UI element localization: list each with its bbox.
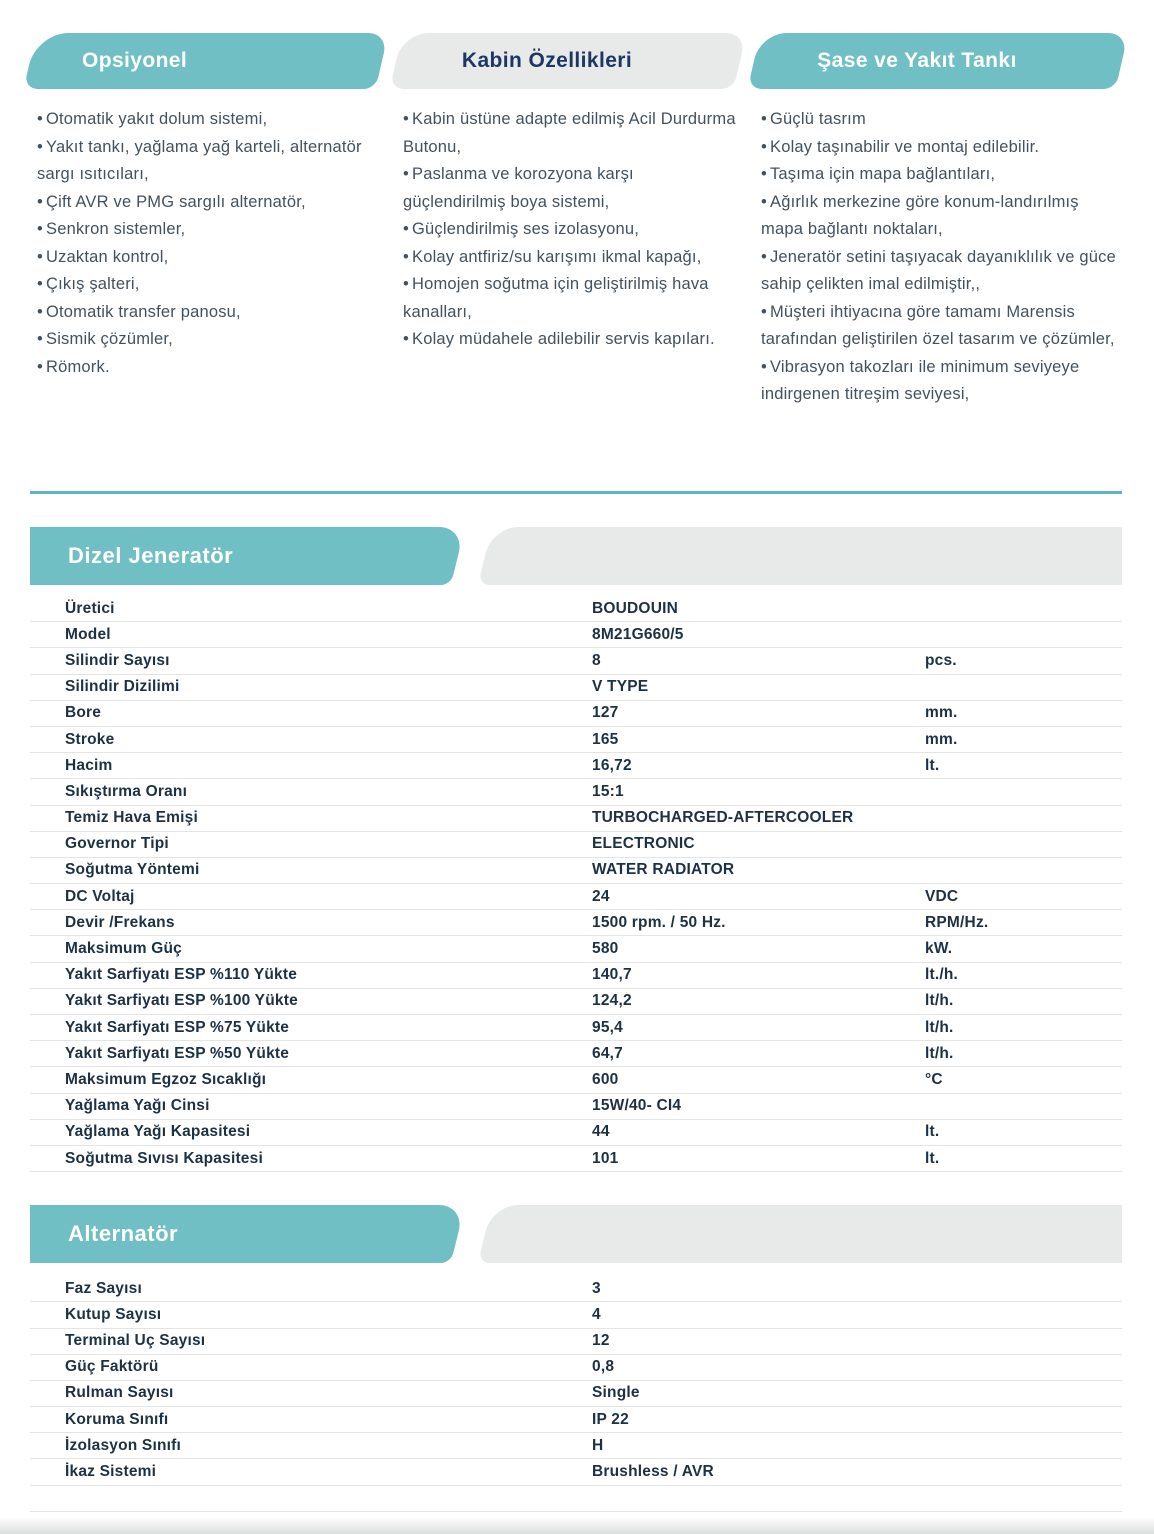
table-row: [30, 753, 1122, 779]
opsiyonel-title: Opsiyonel: [82, 49, 188, 72]
list-item: • Vibrasyon takozları ile minimum seviyeye indirgenen titreşim seviyesi,: [761, 354, 1122, 409]
spec-unit: °C: [925, 1070, 943, 1088]
sase-title: Şase ve Yakıt Tankı: [817, 49, 1017, 72]
list-item: • Müşteri ihtiyacına göre tamamı Marensis tarafından geliştirilen özel tasarım ve çözümler,: [761, 299, 1122, 354]
spec-label: Yağlama Yağı Kapasitesi: [65, 1123, 251, 1141]
spec-value: 600: [592, 1070, 619, 1088]
opsiyonel-header: [30, 33, 382, 89]
page-bottom-fade: [0, 1517, 1154, 1534]
spec-label: Sıkıştırma Oranı: [65, 782, 188, 800]
list-item: • Kabin üstüne adapte edilmiş Acil Durdurma Butonu,: [403, 106, 740, 161]
table-row: [30, 989, 1122, 1015]
list-item: • Römork.: [37, 354, 382, 382]
spec-label: Governor Tipi: [65, 835, 169, 853]
spec-label: Maksimum Egzoz Sıcaklığı: [65, 1070, 267, 1088]
spec-unit: mm.: [925, 730, 958, 748]
spec-value: 3: [592, 1279, 601, 1297]
list-item: • Otomatik yakıt dolum sistemi,: [37, 106, 382, 134]
spec-value: 8M21G660/5: [592, 625, 684, 643]
list-item: • Yakıt tankı, yağlama yağ karteli, alternatör sargı ısıtıcıları,: [37, 134, 382, 189]
spec-label: Koruma Sınıfı: [65, 1410, 169, 1428]
spec-label: DC Voltaj: [65, 887, 135, 905]
list-item: • Senkron sistemler,: [37, 216, 382, 244]
dizel-jenerator-section: [0, 527, 1154, 1172]
sase-list: [754, 106, 1122, 409]
spec-value: 140,7: [592, 966, 632, 984]
spec-label: Yakıt Sarfiyatı ESP %110 Yükte: [65, 966, 298, 984]
spec-value: 1500 rpm. / 50 Hz.: [592, 913, 726, 931]
list-item: • Kolay antfiriz/su karışımı ikmal kapağı,: [403, 244, 740, 272]
spec-value: V TYPE: [592, 678, 649, 696]
spec-label: Model: [65, 625, 111, 643]
table-row: [30, 648, 1122, 674]
table-row: [30, 1067, 1122, 1093]
spec-label: İkaz Sistemi: [65, 1463, 157, 1481]
table-row: [30, 1407, 1122, 1433]
table-row: [30, 1433, 1122, 1459]
spec-label: Terminal Uç Sayısı: [65, 1332, 206, 1350]
spec-label: Güç Faktörü: [65, 1358, 159, 1376]
list-item: • Jeneratör setini taşıyacak dayanıklılık ve güce sahip çelikten imal edilmiştir,,: [761, 244, 1122, 299]
table-row: [30, 884, 1122, 910]
spec-unit: lt/h.: [925, 1044, 954, 1062]
spec-unit: lt.: [925, 1149, 940, 1167]
spec-unit: lt.: [925, 756, 940, 774]
spec-label: Kutup Sayısı: [65, 1305, 162, 1323]
dizel-jenerator-header: [30, 527, 1122, 585]
spec-value: 95,4: [592, 1018, 623, 1036]
spec-label: Silindir Dizilimi: [65, 678, 180, 696]
table-row: [30, 596, 1122, 622]
list-item: • Sismik çözümler,: [37, 326, 382, 354]
spec-value: 4: [592, 1305, 601, 1323]
table-row: [30, 1094, 1122, 1120]
sase-header: [754, 33, 1122, 89]
spec-value: 8: [592, 651, 601, 669]
table-row: [30, 1276, 1122, 1302]
spec-value: 0,8: [592, 1358, 615, 1376]
table-row: [30, 701, 1122, 727]
spec-label: Hacim: [65, 756, 113, 774]
list-item: • Otomatik transfer panosu,: [37, 299, 382, 327]
kabin-list: [396, 106, 740, 354]
spec-value: IP 22: [592, 1410, 629, 1428]
spec-value: 580: [592, 940, 619, 958]
spec-value: WATER RADIATOR: [592, 861, 735, 879]
table-row: [30, 1381, 1122, 1407]
spec-unit: lt/h.: [925, 1018, 954, 1036]
spec-value: 165: [592, 730, 619, 748]
spec-label: Soğutma Sıvısı Kapasitesi: [65, 1149, 263, 1167]
list-item: • Çift AVR ve PMG sargılı alternatör,: [37, 189, 382, 217]
spec-value: 101: [592, 1149, 619, 1167]
table-row: [30, 727, 1122, 753]
table-row: [30, 1120, 1122, 1146]
dizel-jenerator-title: Dizel Jeneratör: [68, 543, 234, 568]
table-row: [30, 675, 1122, 701]
spec-unit: lt./h.: [925, 966, 959, 984]
kabin-title: Kabin Özellikleri: [461, 49, 633, 72]
spec-value: 16,72: [592, 756, 632, 774]
table-row: [30, 910, 1122, 936]
table-row: [30, 1146, 1122, 1172]
table-row: [30, 1459, 1122, 1485]
list-item: • Kolay müdahele adilebilir servis kapıları.: [403, 326, 740, 354]
spec-label: Maksimum Güç: [65, 940, 182, 958]
spec-value: H: [592, 1436, 604, 1454]
spec-unit: RPM/Hz.: [925, 913, 989, 931]
spec-label: Silindir Sayısı: [65, 651, 170, 669]
spec-label: Stroke: [65, 730, 115, 748]
spec-value: 44: [592, 1123, 610, 1141]
spec-label: Yakıt Sarfiyatı ESP %100 Yükte: [65, 992, 298, 1010]
table-row: [30, 806, 1122, 832]
top-features-area: [0, 0, 1154, 491]
table-row: [30, 858, 1122, 884]
spec-label: Devir /Frekans: [65, 913, 175, 931]
alternator-spec-table: [30, 1276, 1122, 1486]
spec-unit: VDC: [925, 887, 959, 905]
spec-value: 15W/40- CI4: [592, 1097, 682, 1115]
dizel-spec-table: [30, 596, 1122, 1172]
section-kabin-ozellikleri: [396, 33, 740, 491]
spec-value: 127: [592, 704, 619, 722]
spec-value: BOUDOUIN: [592, 599, 678, 617]
trailing-empty-rows: [30, 1486, 1122, 1512]
list-item: • Taşıma için mapa bağlantıları,: [761, 161, 1122, 189]
spec-label: Üretici: [65, 599, 115, 617]
alternator-header: [30, 1205, 1122, 1263]
spec-label: Yakıt Sarfiyatı ESP %75 Yükte: [65, 1018, 290, 1036]
section-sase-yakit-tanki: [754, 33, 1122, 491]
spec-value: 64,7: [592, 1044, 623, 1062]
spec-label: Rulman Sayısı: [65, 1384, 174, 1402]
table-row: [30, 779, 1122, 805]
list-item: • Güçlü tasrım: [761, 106, 1122, 134]
table-row: [30, 622, 1122, 648]
table-row: [30, 1041, 1122, 1067]
table-row: [30, 1329, 1122, 1355]
spec-label: Temiz Hava Emişi: [65, 809, 198, 827]
header-gray-shape: [730, 1205, 1122, 1263]
list-item: • Uzaktan kontrol,: [37, 244, 382, 272]
spec-label: Faz Sayısı: [65, 1279, 142, 1297]
list-item: • Ağırlık merkezine göre konum-landırılmış mapa bağlantı noktaları,: [761, 189, 1122, 244]
spec-unit: lt/h.: [925, 992, 954, 1010]
kabin-header: [396, 33, 740, 89]
table-row: [30, 1355, 1122, 1381]
spec-value: Single: [592, 1384, 640, 1402]
list-item: • Kolay taşınabilir ve montaj edilebilir.: [761, 134, 1122, 162]
spec-value: 12: [592, 1332, 610, 1350]
spec-value: 15:1: [592, 782, 624, 800]
spec-unit: kW.: [925, 940, 953, 958]
spec-label: Yağlama Yağı Cinsi: [65, 1097, 210, 1115]
table-row: [30, 832, 1122, 858]
spec-label: Bore: [65, 704, 102, 722]
list-item: • Güçlendirilmiş ses izolasyonu,: [403, 216, 740, 244]
spec-label: Soğutma Yöntemi: [65, 861, 200, 879]
list-item: • Paslanma ve korozyona karşı güçlendirilmiş boya sistemi,: [403, 161, 740, 216]
spec-unit: mm.: [925, 704, 958, 722]
section-opsiyonel: [30, 33, 382, 491]
teal-divider: [30, 491, 1122, 494]
opsiyonel-list: [30, 106, 382, 381]
empty-table-row: [30, 1486, 1122, 1512]
spec-value: TURBOCHARGED-AFTERCOOLER: [592, 809, 854, 827]
spec-value: ELECTRONIC: [592, 835, 695, 853]
list-item: • Çıkış şalteri,: [37, 271, 382, 299]
spec-value: 24: [592, 887, 610, 905]
list-item: • Homojen soğutma için geliştirilmiş hava kanalları,: [403, 271, 740, 326]
spec-label: Yakıt Sarfiyatı ESP %50 Yükte: [65, 1044, 290, 1062]
spec-value: 124,2: [592, 992, 632, 1010]
alternator-section: [0, 1205, 1154, 1512]
spec-unit: pcs.: [925, 651, 957, 669]
header-gray-shape: [730, 527, 1122, 585]
table-row: [30, 1302, 1122, 1328]
table-row: [30, 936, 1122, 962]
spec-value: Brushless / AVR: [592, 1463, 714, 1481]
alternator-title: Alternatör: [68, 1221, 179, 1247]
spec-unit: lt.: [925, 1123, 940, 1141]
spec-label: İzolasyon Sınıfı: [65, 1436, 182, 1454]
table-row: [30, 963, 1122, 989]
table-row: [30, 1015, 1122, 1041]
